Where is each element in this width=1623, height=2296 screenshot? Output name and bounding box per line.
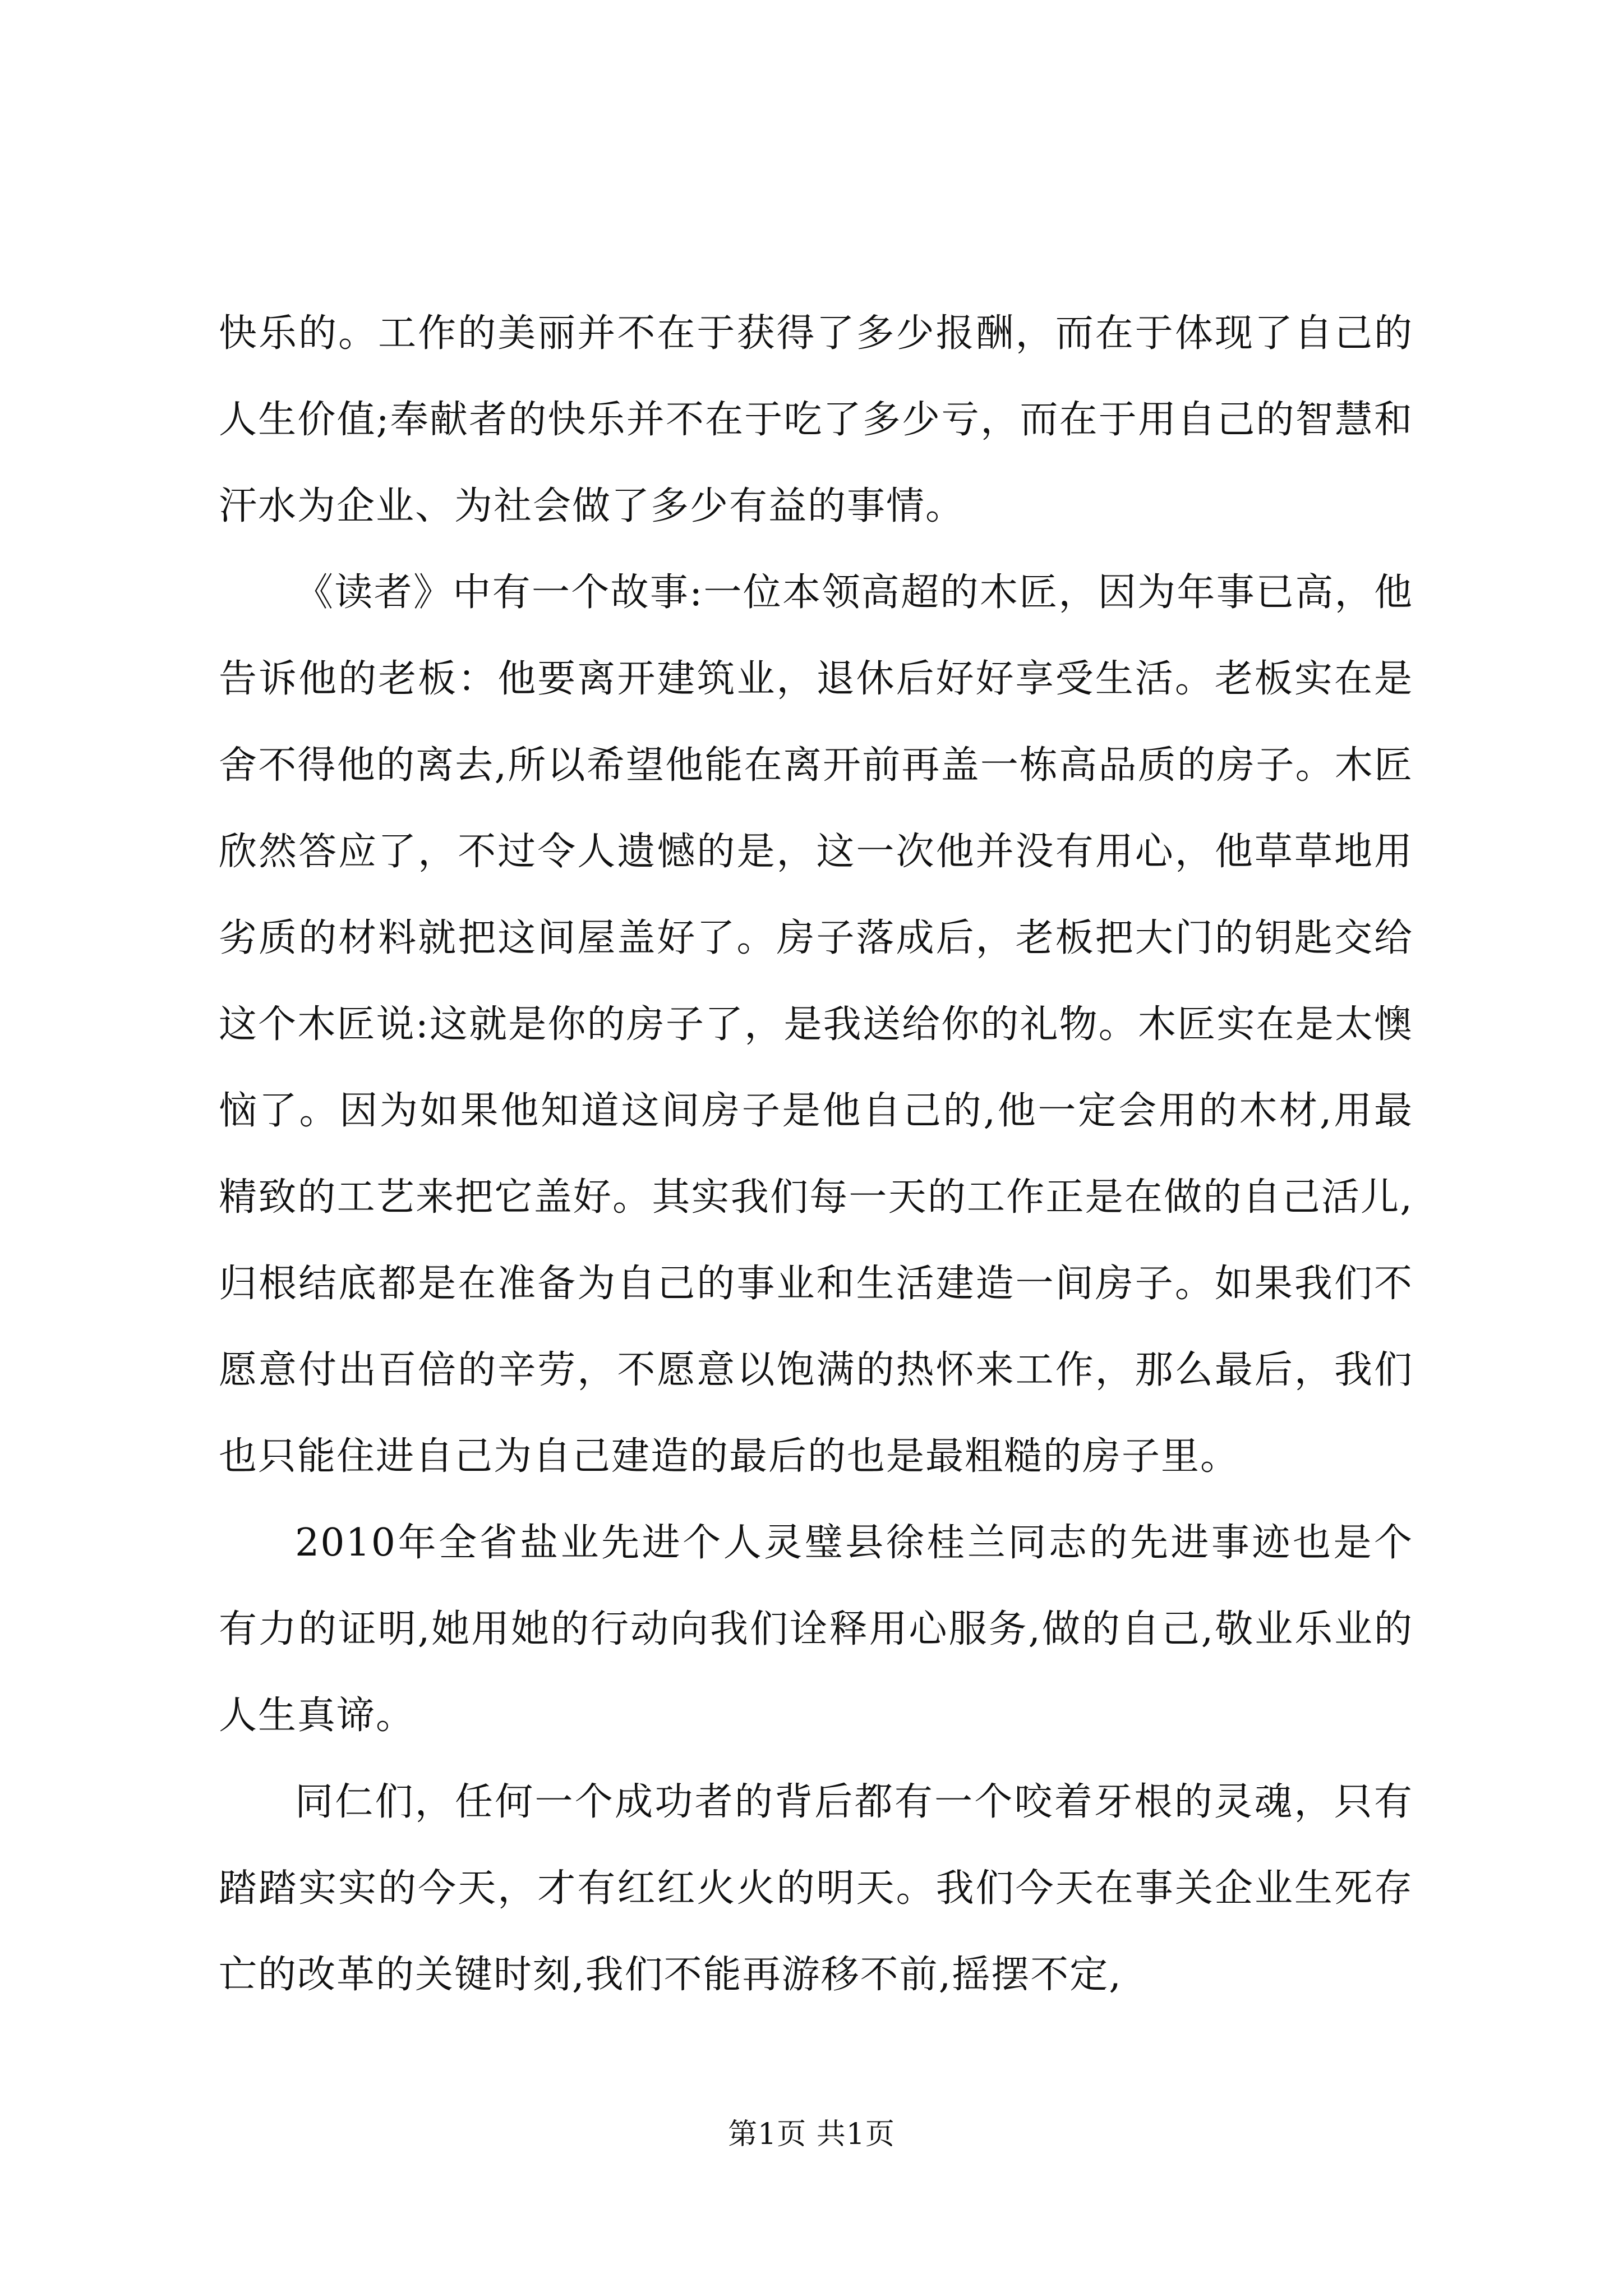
paragraph-xu-guilan: 2010年全省盐业先进个人灵璧县徐桂兰同志的先进事迹也是个有力的证明,她用她的行动向我们诠释用心服务,做的自己,敬业乐业的人生真谛。 bbox=[219, 1521, 1413, 1738]
page-footer: 第1页 共1页 bbox=[728, 2118, 895, 2151]
paragraph-continuation: 快乐的。工作的美丽并不在于获得了多少报酬，而在于体现了自己的人生价值;奉献者的快乐并不在于吃了多少亏，而在于用自己的智慧和汗水为企业、为社会做了多少有益的事情。 bbox=[219, 311, 1413, 528]
document-body bbox=[219, 291, 1413, 2018]
paragraph-carpenter-story: 《读者》中有一个故事:一位本领高超的木匠，因为年事已高，他告诉他的老板：他要离开建筑业，退休后好好享受生活。老板实在是舍不得他的离去,所以希望他能在离开前再盖一栋高品质的房子。木匠欣然答应了，不过令人遗憾的是，这一次他并没有用心，他草草地用劣质的材料就把这间屋盖好了。房子落成后，老板把大门的钥匙交给这个木匠说:这就是你的房子了，是我送给你的礼物。木匠实在是太懊恼了。因为如果他知道这间房子是他自己的,他一定会用的木材,用最精致的工艺来把它盖好。其实我们每一天的工作正是在做的自己活儿,归根结底都是在准备为自己的事业和生活建造一间房子。如果我们不愿意付出百倍的辛劳，不愿意以饱满的热怀来工作，那么最后，我们也只能住进自己为自己建造的最后的也是最粗糙的房子里。 bbox=[219, 570, 1413, 1479]
paragraph-colleagues: 同仁们，任何一个成功者的背后都有一个咬着牙根的灵魂，只有踏踏实实的今天，才有红红火火的明天。我们今天在事关企业生死存亡的改革的关键时刻,我们不能再游移不前,摇摆不定, bbox=[219, 1780, 1413, 1997]
